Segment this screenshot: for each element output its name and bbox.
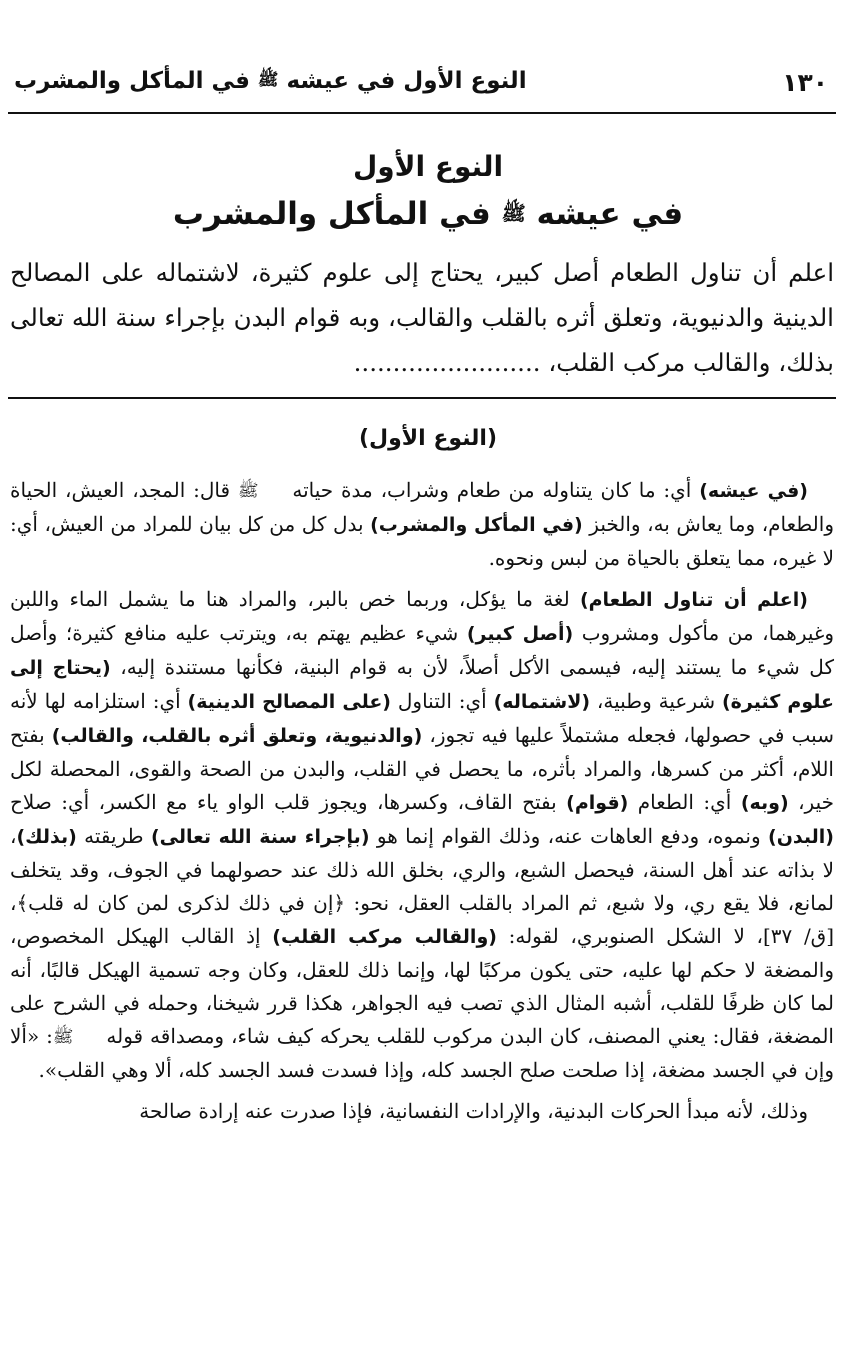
salawat-glyph: ﷺ: [501, 201, 526, 225]
commentary-text: شيء عظيم يهتم به، ويترتب عليه منافع كثيرة؛ وأصل كل شيء ما يستند إليه، فيسمى الأكل أصلاً، لأن به قوام البنية، فكأنها مستندة إليه،: [10, 621, 834, 679]
page-number: ١٣٠: [782, 68, 828, 97]
salawat-glyph: ﷺ: [52, 1027, 74, 1047]
salawat-glyph: ﷺ: [237, 481, 259, 501]
lemma: (في المأكل والمشرب): [370, 514, 583, 536]
running-title-part-b: في المأكل والمشرب: [14, 68, 250, 94]
commentary-text: ونموه، ودفع العاهات عنه، وذلك القوام إنما هو: [369, 824, 769, 848]
lemma: (البدن): [768, 826, 834, 848]
commentary-paragraph-1: [10, 474, 834, 575]
lemma: (وبه): [740, 792, 789, 814]
commentary: [10, 474, 834, 1136]
commentary-text: أي: الطعام: [628, 790, 741, 814]
commentary-paragraph-3: وذلك، لأنه مبدأ الحركات البدنية، والإرادات النفسانية، فإذا صدرت عنه إرادة صالحة: [139, 1099, 808, 1123]
chapter-subtitle: [0, 196, 856, 232]
commentary-paragraph-2: [10, 583, 834, 1087]
commentary-text: أي: ما كان يتناوله من طعام وشراب، مدة حياته: [284, 478, 700, 502]
chapter-title: النوع الأول: [352, 150, 504, 183]
commentary-text: بفتح القاف، وكسرها، ويجوز قلب الواو ياء مع الكسر، أي: صلاح: [10, 790, 567, 814]
running-title: [14, 68, 527, 94]
lemma: (والدنيوية، وتعلق أثره بالقلب، والقالب): [51, 725, 423, 747]
lemma: (اعلم أن تناول الطعام): [579, 589, 808, 611]
commentary-text: طريقته: [76, 824, 151, 848]
commentary-text: لغة ما يؤكل، وربما خص بالبر، والمراد هنا ما يشمل الماء واللبن وغيرهما، من مأكول ومشروب: [10, 587, 835, 645]
lemma: (على المصالح الدينية): [187, 691, 391, 713]
header-rule: [8, 112, 836, 114]
commentary-text: بدل كل من كل بيان للمراد من العيش، أي: لا غيره، مما يتعلق بالحياة من لبس ونحوه.: [10, 512, 834, 570]
lemma: (بإجراء سنة الله تعالى): [150, 826, 370, 848]
chapter-subtitle-part-a: في عيشه: [536, 196, 684, 232]
commentary-text: ، لا بذاته عند أهل السنة، فيحصل الشبع، والري، بخلق الله ذلك عند حصولهما في الجوف، وقد يتخلف لمانع، فلا يقع ري، ولا شبع، ثم المراد بالقلب العقل، نحو: ﴿إن في ذلك لذكرى لمن كان له قلب﴾، [ق/ ٣٧]، لا الشكل الصنوبري، لقوله:: [10, 824, 835, 948]
commentary-text: بفتح اللام، أكثر من كسرها، والمراد بأثره، ما يحصل في القلب، والبدن من الصحة والقوى، المحصلة لكل خير،: [10, 723, 834, 814]
chapter-subtitle-part-b: في المأكل والمشرب: [172, 196, 491, 232]
lemma: (يحتاج إلى علوم كثيرة): [10, 657, 834, 713]
commentary-heading: (النوع الأول): [358, 426, 498, 451]
commentary-text: قال: المجد، العيش، الحياة والطعام، وما يعاش به، والخبز: [10, 478, 834, 536]
running-head: [14, 68, 832, 108]
commentary-text: : «ألا وإن في الجسد مضغة، إذا صلحت صلح الجسد كله، وإذا فسدت فسد الجسد كله، ألا وهي القلب».: [10, 1024, 834, 1082]
commentary-text: أي: التناول: [391, 689, 494, 713]
lemma: (أصل كبير): [466, 623, 574, 645]
running-title-part-a: النوع الأول في عيشه: [286, 68, 527, 94]
commentary-text: إذ القالب الهيكل المخصوص، والمضغة لا حكم لها عليه، حتى يكون مركبًا لها، وإنما ذلك للعقل، وكان وجه تسمية الهيكل قالبًا، أنه لما كان ظرفًا للقلب، أشبه المثال الذي تصب فيه الجواهر، هكذا قرر شيخنا، وحمله في الشرح على المضغة، فقال: يعني المصنف، كان البدن مركوب للقلب يحركه كيف شاء، ومصداقه قوله: [10, 924, 834, 1048]
salawat-glyph: ﷺ: [257, 70, 279, 90]
matn-separator-rule: [8, 397, 836, 399]
lemma: (قوام): [566, 792, 629, 814]
lemma: (لاشتماله): [493, 691, 591, 713]
lemma: (في عيشه): [699, 480, 808, 502]
lemma: (والقالب مركب القلب): [272, 926, 497, 948]
commentary-text: أي: استلزامه لها لأنه سبب في حصولها، فجعله مشتملاً عليها فيه تجوز،: [10, 689, 834, 747]
commentary-text: شرعية وطبية،: [590, 689, 722, 713]
lemma: (بذلك): [16, 826, 77, 848]
matn-text: اعلم أن تناول الطعام أصل كبير، يحتاج إلى علوم كثيرة، لاشتماله على المصالح الدينية والدنيوية، وتعلق أثره بالقلب والقالب، وبه قوام البدن بإجراء سنة الله تعالى بذلك، والقالب مركب القلب، ........................: [10, 258, 834, 377]
